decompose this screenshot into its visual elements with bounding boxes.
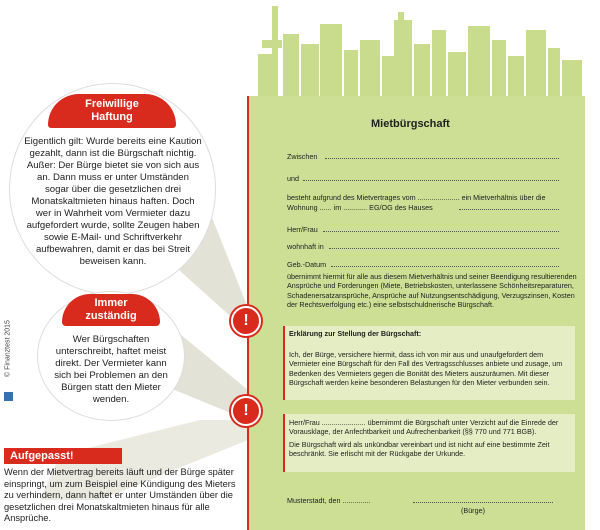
bubble-immer-zustaendig xyxy=(38,292,184,420)
field-line-geb[interactable] xyxy=(331,266,559,267)
form-title: Mietbürgschaft xyxy=(371,118,450,130)
field-line-herr[interactable] xyxy=(323,231,559,232)
field-line-und[interactable] xyxy=(303,180,559,181)
field-wohnung: Wohnung ...... im ............ EG/OG des Hauses xyxy=(287,203,433,212)
form-panel xyxy=(247,96,585,530)
box-erklaerung xyxy=(283,326,575,400)
bubble-freiwillige-haftung xyxy=(10,84,215,294)
signature-label: (Bürge) xyxy=(461,506,485,515)
warning-icon: ! xyxy=(231,306,261,336)
field-line-zwischen[interactable] xyxy=(325,158,559,159)
note-title: Aufgepasst! xyxy=(4,448,122,464)
field-ort-datum: Musterstadt, den .............. xyxy=(287,496,371,505)
field-line-wohnhaft[interactable] xyxy=(329,248,559,249)
bubble-title: Freiwillige Haftung xyxy=(48,94,176,128)
warning-icon: ! xyxy=(231,396,261,426)
box-verzicht xyxy=(283,414,575,472)
field-label-und: und xyxy=(287,174,299,183)
box2-text-1: Herr/Frau ...................... übernimmt die Bürgschaft unter Verzicht auf die Einrede der Vorausklage, der Anfechtbarkeit und Aufrechenbarkeit (§§ 770 und 771 BGB). xyxy=(289,418,559,437)
field-label-herr: Herr/Frau xyxy=(287,225,318,234)
credit: © Finanztest 2015 xyxy=(4,320,12,377)
field-label-zwischen: Zwischen xyxy=(287,152,318,161)
field-mietvertrag: besteht aufgrund des Mietvertrages vom ..................... ein Mietverhältnis über die xyxy=(287,193,546,202)
field-label-wohnhaft: wohnhaft in xyxy=(287,242,324,251)
field-line-wohnung[interactable] xyxy=(459,209,559,210)
bubble-text: Wer Bürgschaften unterschreibt, haftet meist direkt. Der Vermieter kann sich bei Problemen an den Bürgen statt den Mieter wenden. xyxy=(54,334,168,405)
box2-text-2: Die Bürgschaft wird als unkündbar vereinbart und ist nicht auf eine bestimmte Zeit beschränkt. Sie erlischt mit der Rückgabe der Urkunde. xyxy=(289,440,550,459)
box1-text: Ich, der Bürge, versichere hiermit, dass ich von mir aus und unaufgefordert dem Vermieter eine Bürgschaft für den Fall des Vertragsschlusses anbiete und zusage, um Bedenken des Vermieters gegen die Bonität des Mieters auszuräumen. Mit dieser Bürgschaft werden keine besonderen Belastungen für den Mieter verbunden sein. xyxy=(289,350,563,388)
signature-line[interactable] xyxy=(413,502,553,503)
bubble-text: Eigentlich gilt: Wurde bereits eine Kaution gezahlt, dann ist die Bürgschaft nichtig. Außer: Der Bürge bietet sie von sich aus an. Dann muss er unter Umständen sogar über die gesetzlichen drei Monatskaltmieten hinaus haften. Doch wer in Wahrheit vom Vermieter dazu aufgefordert wurde, sollte Zeugen haben sowie E-Mail- und Schriftverkehr aufbewahren, damit er das bei Streit beweisen kann. xyxy=(24,136,202,267)
box1-title: Erklärung zur Stellung der Bürgschaft: xyxy=(289,329,422,338)
city-skyline xyxy=(258,6,582,96)
field-label-geb: Geb.-Datum xyxy=(287,260,327,269)
note-text: Wenn der Mietvertrag bereits läuft und der Bürge später einspringt, um zum Beispiel eine Kündigung des Mieters zu verhindern, dann haftet er unter Umständen über die gesetzlichen drei Monatskaltmieten hinaus für alle Ansprüche. xyxy=(4,467,236,524)
bubble-title: Immer zuständig xyxy=(62,294,160,326)
form-paragraph: übernimmt hiermit für alle aus diesem Mietverhältnis und seiner Beendigung resultierenden Ansprüche und Forderungen (Miete, Betriebskosten, unterlassene Schönheitsreparaturen, Schadenersatzansprüche, Ansprüche auf Nutzungsentschädigung, Verzugszinsen, Kosten der Rechtsverfolgung etc.) eine selbstschuldnerische Bürgschaft. xyxy=(287,272,577,310)
